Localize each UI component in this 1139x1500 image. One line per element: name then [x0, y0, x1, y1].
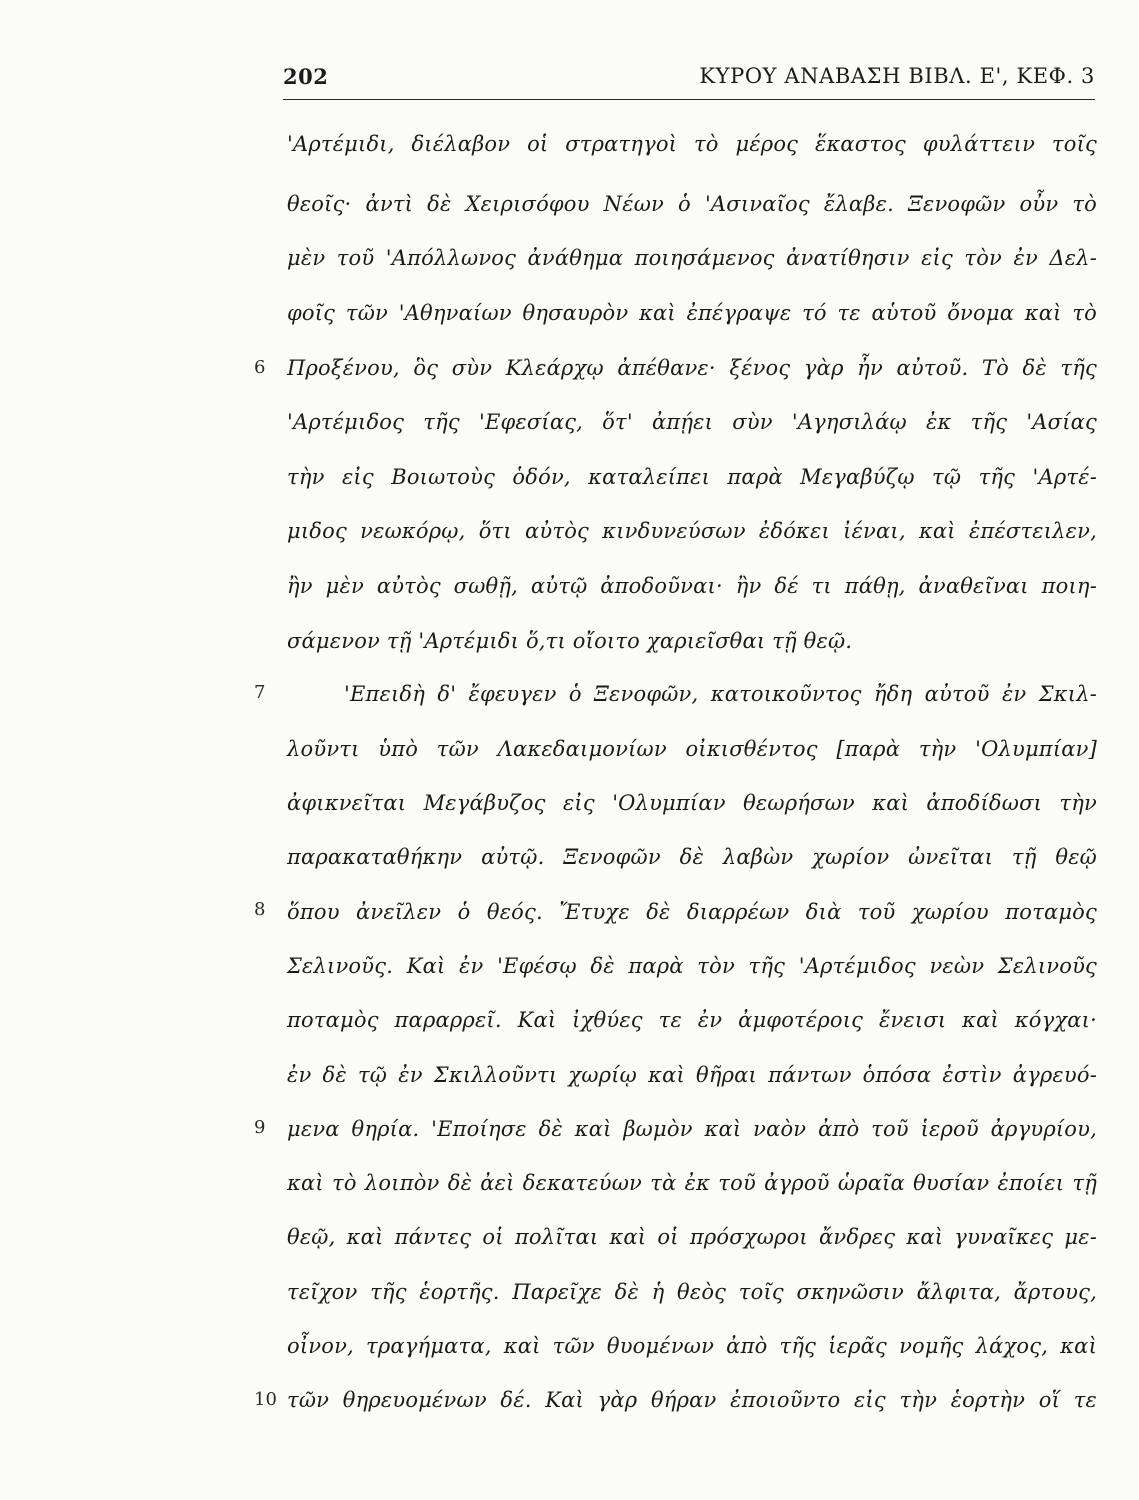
text-line: Σελινοῦς. Καὶ ἐν 'Εφέσῳ δὲ παρὰ τὸν τῆς 'Αρτέμιδος νεὼν Σελινοῦς [287, 954, 1097, 978]
running-head: ΚΥΡΟΥ ΑΝΑΒΑΣΗ ΒΙΒΛ. Ε', ΚΕΦ. 3 [699, 64, 1095, 88]
text-line: τὴν εἰς Βοιωτοὺς ὁδόν, καταλείπει παρὰ Μεγαβύζῳ τῷ τῆς 'Αρτέ- [287, 465, 1097, 489]
text-line: Προξένου, ὃς σὺν Κλεάρχῳ ἀπέθανε· ξένος γὰρ ἦν αὐτοῦ. Τὸ δὲ τῆς [287, 356, 1097, 380]
text-line: θεῷ, καὶ πάντες οἱ πολῖται καὶ οἱ πρόσχωροι ἄνδρες καὶ γυναῖκες με- [287, 1225, 1097, 1249]
text-line: ἐν δὲ τῷ ἐν Σκιλλοῦντι χωρίῳ καὶ θῆραι πάντων ὁπόσα ἐστὶν ἀγρευό- [287, 1063, 1097, 1087]
text-line: καὶ τὸ λοιπὸν δὲ ἀεὶ δεκατεύων τὰ ἐκ τοῦ ἀγροῦ ὡραῖα θυσίαν ἐποίει τῇ [287, 1171, 1097, 1195]
text-line: παρακαταθήκην αὐτῷ. Ξενοφῶν δὲ λαβὼν χωρίον ὠνεῖται τῇ θεῷ [287, 845, 1097, 869]
page-number: 202 [283, 64, 329, 89]
text-line: θεοῖς· ἀντὶ δὲ Χειρισόφου Νέων ὁ 'Ασιναῖος ἔλαβε. Ξενοφῶν οὖν τὸ [287, 192, 1097, 216]
section-number: 7 [254, 682, 266, 703]
text-line: φοῖς τῶν 'Αθηναίων θησαυρὸν καὶ ἐπέγραψε τό τε αὑτοῦ ὄνομα καὶ τὸ [287, 301, 1097, 325]
text-line: τεῖχον τῆς ἑορτῆς. Παρεῖχε δὲ ἡ θεὸς τοῖς σκηνῶσιν ἄλφιτα, ἄρτους, [287, 1280, 1097, 1304]
text-line: τῶν θηρευομένων δέ. Καὶ γὰρ θήραν ἐποιοῦντο εἰς τὴν ἑορτὴν οἵ τε [287, 1388, 1097, 1412]
text-line: 'Αρτέμιδος τῆς 'Εφεσίας, ὅτ' ἀπῄει σὺν 'Αγησιλάῳ ἐκ τῆς 'Ασίας [287, 410, 1097, 434]
text-line: ἢν μὲν αὐτὸς σωθῇ, αὐτῷ ἀποδοῦναι· ἢν δέ τι πάθῃ, ἀναθεῖναι ποιη- [287, 574, 1097, 598]
text-line: 'Αρτέμιδι, διέλαβον οἱ στρατηγοὶ τὸ μέρος ἕκαστος φυλάττειν τοῖς [287, 132, 1097, 156]
text-line: οἶνον, τραγήματα, καὶ τῶν θυομένων ἀπὸ τῆς ἱερᾶς νομῆς λάχος, καὶ [287, 1334, 1097, 1358]
text-line: σάμενον τῇ 'Αρτέμιδι ὅ,τι οἴοιτο χαριεῖσθαι τῇ θεῷ. [287, 629, 853, 653]
section-number: 8 [254, 899, 266, 920]
text-line: 'Επειδὴ δ' ἔφευγεν ὁ Ξενοφῶν, κατοικοῦντος ἤδη αὐτοῦ ἐν Σκιλ- [344, 682, 1097, 706]
header-rule [283, 99, 1095, 100]
text-line: μιδος νεωκόρῳ, ὅτι αὐτὸς κινδυνεύσων ἐδόκει ἰέναι, καὶ ἐπέστειλεν, [287, 519, 1097, 543]
text-line: λοῦντι ὑπὸ τῶν Λακεδαιμονίων οἰκισθέντος [παρὰ τὴν 'Ολυμπίαν] [287, 737, 1097, 761]
text-line: ὅπου ἀνεῖλεν ὁ θεός. Ἔτυχε δὲ διαρρέων διὰ τοῦ χωρίου ποταμὸς [287, 900, 1097, 924]
text-line: μὲν τοῦ 'Απόλλωνος ἀνάθημα ποιησάμενος ἀνατίθησιν εἰς τὸν ἐν Δελ- [287, 246, 1097, 270]
page-header [283, 64, 1095, 100]
text-line: ἀφικνεῖται Μεγάβυζος εἰς 'Ολυμπίαν θεωρήσων καὶ ἀποδίδωσι τὴν [287, 791, 1097, 815]
section-number: 10 [254, 1389, 277, 1410]
section-number: 6 [254, 357, 266, 378]
text-line: μενα θηρία. 'Εποίησε δὲ καὶ βωμὸν καὶ ναὸν ἀπὸ τοῦ ἱεροῦ ἀργυρίου, [287, 1117, 1097, 1141]
section-number: 9 [254, 1117, 266, 1138]
text-line: ποταμὸς παραρρεῖ. Καὶ ἰχθύες τε ἐν ἀμφοτέροις ἔνεισι καὶ κόγχαι· [287, 1008, 1097, 1032]
